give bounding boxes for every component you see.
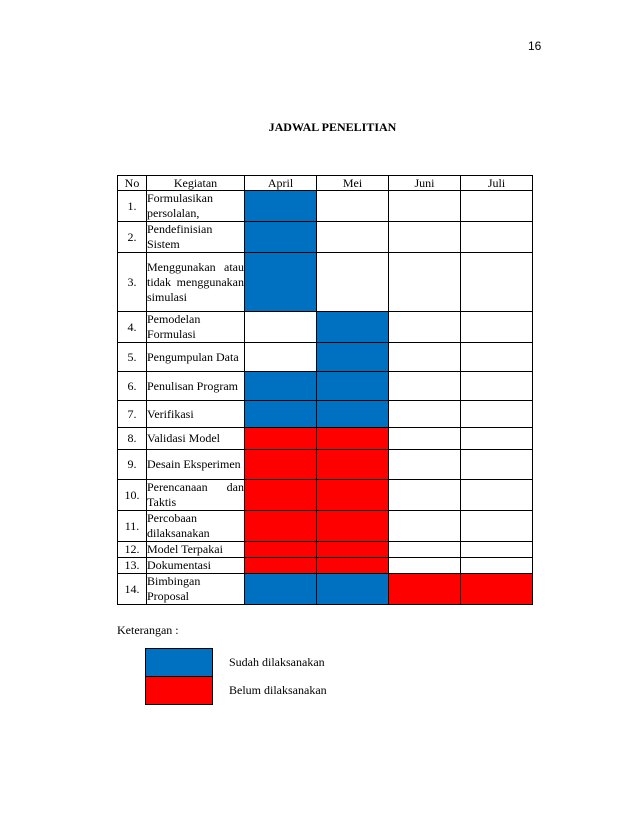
cell-april-done bbox=[245, 222, 317, 253]
cell-mei-done bbox=[317, 401, 389, 428]
cell-mei bbox=[317, 253, 389, 312]
row-number: 12. bbox=[118, 542, 147, 558]
table-row bbox=[118, 428, 533, 450]
row-number: 6. bbox=[118, 372, 147, 401]
table-row bbox=[118, 312, 533, 343]
row-activity: Desain Eksperimen bbox=[147, 450, 245, 480]
cell-mei-done bbox=[317, 372, 389, 401]
table-row bbox=[118, 558, 533, 574]
cell-juni bbox=[389, 428, 461, 450]
cell-mei bbox=[317, 191, 389, 222]
cell-mei-pending bbox=[317, 542, 389, 558]
table-row bbox=[118, 222, 533, 253]
cell-juni bbox=[389, 191, 461, 222]
header-kegiatan: Kegiatan bbox=[147, 176, 245, 191]
table-row bbox=[118, 511, 533, 542]
row-number: 2. bbox=[118, 222, 147, 253]
row-number: 9. bbox=[118, 450, 147, 480]
row-activity: Menggunakan atau tidak menggunakan simulasi bbox=[147, 253, 245, 312]
row-activity: Bimbingan Proposal bbox=[147, 574, 245, 605]
cell-april-pending bbox=[245, 511, 317, 542]
cell-juni bbox=[389, 372, 461, 401]
cell-april-pending bbox=[245, 558, 317, 574]
legend-item-pending bbox=[145, 676, 365, 705]
row-activity: Pengumpulan Data bbox=[147, 343, 245, 372]
cell-juni bbox=[389, 542, 461, 558]
cell-juni bbox=[389, 222, 461, 253]
cell-mei-pending bbox=[317, 450, 389, 480]
table-row bbox=[118, 372, 533, 401]
cell-april bbox=[245, 343, 317, 372]
cell-juli bbox=[461, 191, 533, 222]
page-title: JADWAL PENELITIAN bbox=[268, 120, 397, 134]
cell-april-pending bbox=[245, 480, 317, 511]
cell-juli bbox=[461, 343, 533, 372]
row-activity: Verifikasi bbox=[147, 401, 245, 428]
cell-april-done bbox=[245, 401, 317, 428]
legend-swatch-pending bbox=[145, 676, 213, 705]
legend-swatch-done bbox=[145, 648, 213, 677]
row-number: 13. bbox=[118, 558, 147, 574]
row-activity: Perencanaan dan Taktis bbox=[147, 480, 244, 509]
cell-mei-done bbox=[317, 574, 389, 605]
row-activity: Pemodelan Formulasi bbox=[147, 312, 245, 343]
cell-juni bbox=[389, 253, 461, 312]
cell-juni bbox=[389, 312, 461, 343]
schedule-table bbox=[117, 175, 533, 605]
row-activity: Pendefinisian Sistem bbox=[147, 222, 245, 253]
row-number: 5. bbox=[118, 343, 147, 372]
cell-juli bbox=[461, 428, 533, 450]
cell-juni bbox=[389, 343, 461, 372]
row-activity: Model Terpakai bbox=[147, 542, 245, 558]
cell-mei bbox=[317, 222, 389, 253]
cell-mei-pending bbox=[317, 511, 389, 542]
header-juni: Juni bbox=[389, 176, 461, 191]
cell-juni bbox=[389, 511, 461, 542]
cell-juli bbox=[461, 372, 533, 401]
cell-mei-done bbox=[317, 312, 389, 343]
cell-april-done bbox=[245, 253, 317, 312]
cell-juli bbox=[461, 401, 533, 428]
row-activity: Formulasikan persolalan, bbox=[147, 191, 245, 222]
row-number: 10. bbox=[118, 480, 147, 511]
cell-juli bbox=[461, 253, 533, 312]
cell-juli bbox=[461, 480, 533, 511]
legend-item-done bbox=[145, 648, 365, 677]
header-mei: Mei bbox=[317, 176, 389, 191]
cell-juli bbox=[461, 511, 533, 542]
cell-mei-done bbox=[317, 343, 389, 372]
cell-april-pending bbox=[245, 542, 317, 558]
cell-juni bbox=[389, 401, 461, 428]
cell-juli bbox=[461, 312, 533, 343]
table-row bbox=[118, 450, 533, 480]
cell-juli bbox=[461, 542, 533, 558]
legend-label-done: Sudah dilaksanakan bbox=[229, 655, 325, 669]
table-row bbox=[118, 542, 533, 558]
cell-juli bbox=[461, 222, 533, 253]
cell-april-done bbox=[245, 574, 317, 605]
cell-mei-pending bbox=[317, 558, 389, 574]
cell-juni bbox=[389, 558, 461, 574]
schedule-body bbox=[118, 191, 533, 605]
cell-april bbox=[245, 312, 317, 343]
legend-label-pending: Belum dilaksanakan bbox=[229, 683, 327, 697]
table-row bbox=[118, 343, 533, 372]
cell-juni bbox=[389, 450, 461, 480]
row-number: 8. bbox=[118, 428, 147, 450]
cell-mei-pending bbox=[317, 428, 389, 450]
cell-april-pending bbox=[245, 428, 317, 450]
header-no: No bbox=[118, 176, 147, 191]
row-activity: Percobaan dilaksanakan bbox=[147, 511, 245, 542]
cell-juli bbox=[461, 558, 533, 574]
table-row bbox=[118, 401, 533, 428]
cell-juli-pending bbox=[461, 574, 533, 605]
cell-april-done bbox=[245, 372, 317, 401]
table-header-row bbox=[118, 176, 533, 191]
row-number: 4. bbox=[118, 312, 147, 343]
row-number: 14. bbox=[118, 574, 147, 605]
row-number: 1. bbox=[118, 191, 147, 222]
row-activity: Penulisan Program bbox=[147, 372, 245, 401]
row-activity: Validasi Model bbox=[147, 428, 245, 450]
cell-april-done bbox=[245, 191, 317, 222]
cell-juni bbox=[389, 480, 461, 511]
cell-april-pending bbox=[245, 450, 317, 480]
header-april: April bbox=[245, 176, 317, 191]
cell-mei-pending bbox=[317, 480, 389, 511]
table-row bbox=[118, 574, 533, 605]
row-number: 3. bbox=[118, 253, 147, 312]
cell-juli bbox=[461, 450, 533, 480]
table-row bbox=[118, 480, 533, 511]
row-activity: Dokumentasi bbox=[147, 558, 245, 574]
row-number: 7. bbox=[118, 401, 147, 428]
legend-title: Keterangan : bbox=[117, 623, 179, 637]
table-row bbox=[118, 191, 533, 222]
row-number: 11. bbox=[118, 511, 147, 542]
cell-juni-pending bbox=[389, 574, 461, 605]
table-row bbox=[118, 253, 533, 312]
header-juli: Juli bbox=[461, 176, 533, 191]
page-number: 16 bbox=[528, 39, 542, 53]
